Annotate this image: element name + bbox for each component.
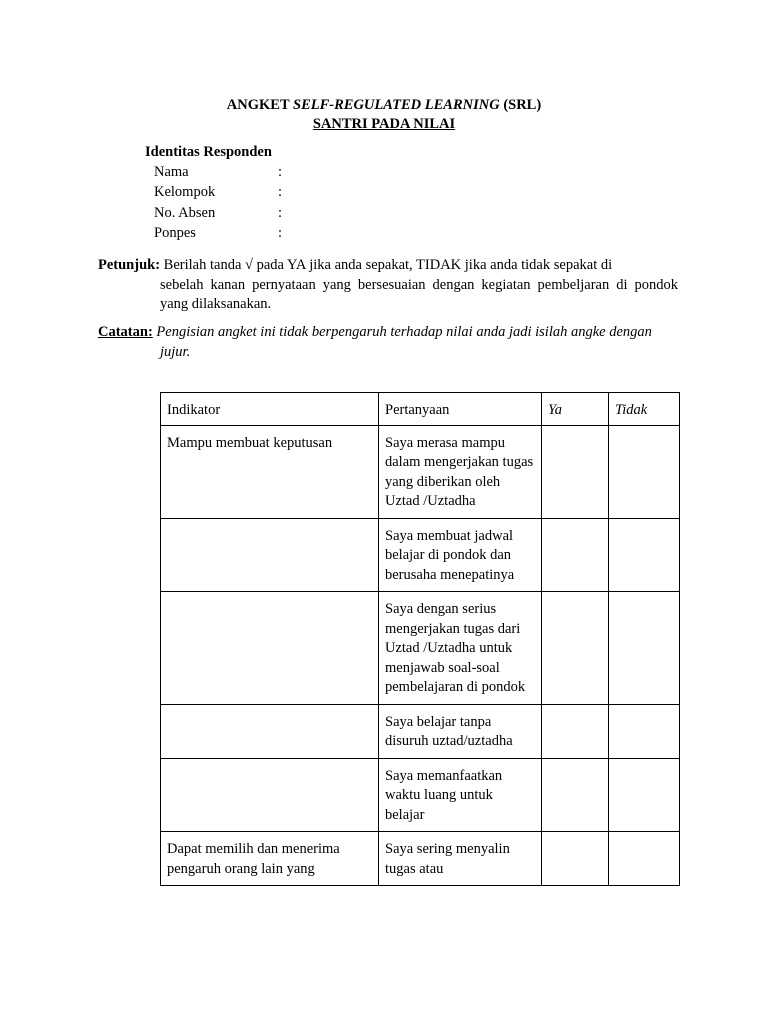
table-row [161, 425, 680, 518]
ya-checkbox-cell[interactable] [542, 704, 609, 758]
ya-checkbox-cell[interactable] [542, 592, 609, 705]
pertanyaan-cell: Saya belajar tanpa disuruh uztad/uztadha [379, 704, 542, 758]
petunjuk-paragraph [98, 256, 678, 315]
title-prefix: ANGKET [226, 97, 294, 113]
table-row [161, 758, 680, 832]
petunjuk-continuation: sebelah kanan pernyataan yang bersesuaian dengan kegiatan pembeljaran di pondok yang dilaksanakan. [160, 276, 678, 312]
field-colon: : [278, 184, 283, 200]
identitas-heading: Identitas Responden [145, 144, 272, 160]
indikator-cell: Mampu membuat keputusan [161, 425, 379, 518]
ya-checkbox-cell[interactable] [542, 518, 609, 592]
header-ya: Ya [542, 393, 609, 426]
pertanyaan-cell: Saya memanfaatkan waktu luang untuk belajar [379, 758, 542, 832]
title-suffix: (SRL) [499, 97, 542, 113]
table-row [161, 592, 680, 705]
indikator-cell: Dapat memilih dan menerima pengaruh orang lain yang [161, 832, 379, 886]
pertanyaan-cell: Saya membuat jadwal belajar di pondok dan berusaha menepatinya [379, 518, 542, 592]
document-title [0, 96, 768, 134]
indikator-cell [161, 758, 379, 832]
identitas-field-no-absen [154, 205, 282, 225]
ya-checkbox-cell[interactable] [542, 832, 609, 886]
tidak-checkbox-cell[interactable] [609, 518, 680, 592]
petunjuk-label: Petunjuk: [98, 257, 161, 273]
field-colon: : [278, 225, 283, 241]
tidak-checkbox-cell[interactable] [609, 592, 680, 705]
indikator-cell [161, 704, 379, 758]
tidak-checkbox-cell[interactable] [609, 704, 680, 758]
catatan-paragraph [98, 323, 678, 362]
catatan-first-line: Pengisian angket ini tidak berpengaruh terhadap nilai anda jadi isilah angke dengan [152, 324, 652, 340]
field-label: Ponpes [154, 225, 196, 241]
field-colon: : [278, 205, 283, 221]
title-italic: SELF-REGULATED LEARNING [293, 97, 500, 113]
petunjuk-first-line: Berilah tanda √ pada YA jika anda sepakat, TIDAK jika anda tidak sepakat di [160, 257, 613, 273]
identitas-field-nama [154, 164, 282, 184]
header-tidak: Tidak [609, 393, 680, 426]
indikator-cell [161, 518, 379, 592]
table-header-row [161, 393, 680, 426]
page-bottom-mask [0, 930, 768, 1024]
catatan-label: Catatan: [98, 324, 153, 340]
identitas-field-kelompok [154, 184, 282, 204]
field-label: Nama [154, 164, 189, 180]
title-line-1 [0, 96, 768, 115]
field-label: Kelompok [154, 184, 216, 200]
table-row [161, 832, 680, 886]
header-pertanyaan: Pertanyaan [379, 393, 542, 426]
ya-checkbox-cell[interactable] [542, 425, 609, 518]
ya-checkbox-cell[interactable] [542, 758, 609, 832]
table-row [161, 704, 680, 758]
field-colon: : [278, 164, 283, 180]
field-label: No. Absen [154, 205, 216, 221]
table-row [161, 518, 680, 592]
pertanyaan-cell: Saya dengan serius mengerjakan tugas dari Uztad /Uztadha untuk menjawab soal-soal pembelajaran di pondok [379, 592, 542, 705]
indikator-cell [161, 592, 379, 705]
tidak-checkbox-cell[interactable] [609, 758, 680, 832]
pertanyaan-cell: Saya sering menyalin tugas atau [379, 832, 542, 886]
questionnaire-table [160, 392, 680, 886]
tidak-checkbox-cell[interactable] [609, 425, 680, 518]
tidak-checkbox-cell[interactable] [609, 832, 680, 886]
title-line-2 [0, 115, 768, 134]
title-line-2-text: SANTRI PADA NILAI [312, 116, 456, 132]
header-indikator: Indikator [161, 393, 379, 426]
pertanyaan-cell: Saya merasa mampu dalam mengerjakan tugas yang diberikan oleh Uztad /Uztadha [379, 425, 542, 518]
catatan-continuation: jujur. [160, 343, 191, 360]
identitas-field-ponpes [154, 225, 282, 245]
